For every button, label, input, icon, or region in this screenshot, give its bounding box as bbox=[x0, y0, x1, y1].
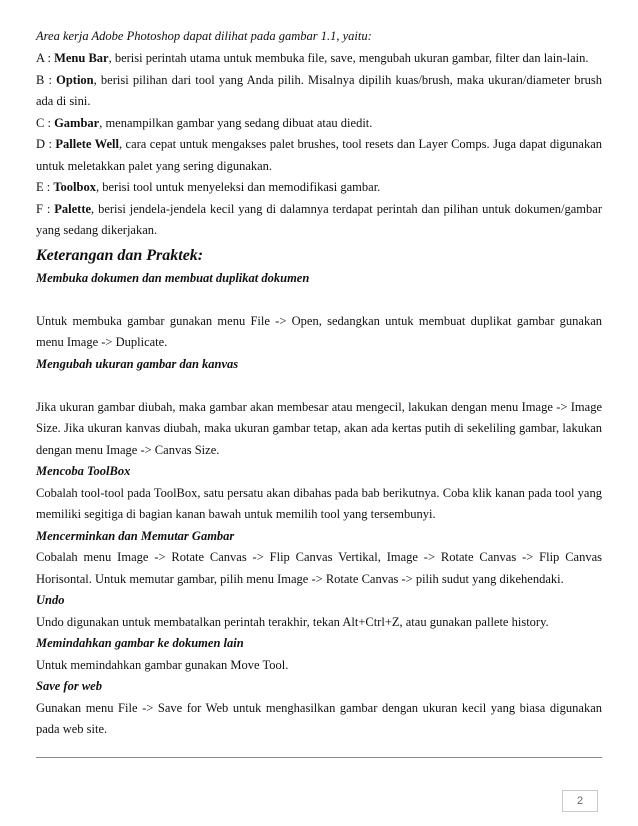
definition-prefix: C : bbox=[36, 115, 55, 130]
intro-text: Area kerja Adobe Photoshop dapat dilihat pada gambar 1.1, yaitu: bbox=[36, 29, 372, 43]
definition-prefix: E : bbox=[36, 180, 54, 194]
section-body-resize: Jika ukuran gambar diubah, maka gambar akan membesar atau mengecil, lakukan dengan menu Image -> Image Size. Jika ukuran kanvas diubah, maka ukuran gambar tetap, akan ada kertas putih di sekeliling gambar, lakukan dengan menu Image -> Canvas Size. bbox=[36, 399, 602, 457]
section-body-save-web: Gunakan menu File -> Save for Web untuk menghasilkan gambar dengan ukuran kecil yang biasa digunakan pada web site. bbox=[36, 700, 602, 736]
definition-text: , berisi jendela-jendela kecil yang di dalamnya terdapat perintah dan pilihan untuk dokumen/gambar yang sedang dikerjakan. bbox=[36, 201, 602, 237]
definition-term: Menu Bar bbox=[54, 51, 109, 65]
definition-d bbox=[36, 134, 602, 177]
definition-c bbox=[36, 113, 602, 135]
definition-prefix: B : bbox=[36, 72, 57, 87]
definition-b bbox=[36, 70, 602, 113]
section-title: Keterangan dan Praktek: bbox=[36, 246, 204, 264]
footer-divider bbox=[36, 757, 602, 758]
blank-line bbox=[36, 375, 602, 397]
definition-text: , berisi pilihan dari tool yang Anda pilih. Misalnya dipilih kuas/brush, maka ukuran/diameter brush ada di sini. bbox=[36, 72, 602, 108]
definition-text: , berisi perintah utama untuk membuka file, save, mengubah ukuran gambar, filter dan lain-lain. bbox=[108, 51, 589, 65]
section-body-open-duplicate: Untuk membuka gambar gunakan menu File -> Open, sedangkan untuk membuat duplikat gambar gunakan menu Image -> Duplicate. bbox=[36, 313, 602, 349]
section-heading-move: Memindahkan gambar ke dokumen lain bbox=[36, 636, 244, 650]
section-heading-flip-rotate: Mencerminkan dan Memutar Gambar bbox=[36, 528, 235, 543]
definition-prefix: A : bbox=[36, 51, 55, 65]
definition-e bbox=[36, 177, 602, 199]
definition-f bbox=[36, 199, 602, 242]
definition-prefix: D : bbox=[36, 137, 56, 151]
section-body-undo: Undo digunakan untuk membatalkan perintah terakhir, tekan Alt+Ctrl+Z, atau gunakan pallete history. bbox=[36, 614, 549, 629]
section-body-move: Untuk memindahkan gambar gunakan Move Tool. bbox=[36, 657, 289, 672]
definition-term: Gambar bbox=[54, 115, 100, 130]
definition-term: Palette bbox=[54, 201, 92, 216]
page-content bbox=[36, 26, 602, 741]
definition-term: Pallete Well bbox=[55, 137, 119, 151]
definition-term: Toolbox bbox=[53, 180, 96, 194]
definition-prefix: F : bbox=[36, 201, 55, 216]
blank-line bbox=[36, 289, 602, 311]
definition-text: , cara cepat untuk mengakses palet brushes, tool resets dan Layer Comps. Juga dapat digunakan untuk meletakkan palet yang sering digunakan. bbox=[36, 137, 602, 173]
page-number: 2 bbox=[562, 790, 598, 812]
definition-text: , menampilkan gambar yang sedang dibuat atau diedit. bbox=[99, 115, 373, 130]
section-heading-open-duplicate: Membuka dokumen dan membuat duplikat dokumen bbox=[36, 270, 310, 285]
definition-term: Option bbox=[56, 72, 94, 87]
section-body-toolbox: Cobalah tool-tool pada ToolBox, satu persatu akan dibahas pada bab berikutnya. Coba klik kanan pada tool yang memiliki segitiga di bagian kanan bawah untuk memilih tool yang tersembunyi. bbox=[36, 485, 602, 521]
section-heading-resize: Mengubah ukuran gambar dan kanvas bbox=[36, 356, 239, 371]
section-heading-undo: Undo bbox=[36, 593, 65, 607]
section-heading-save-web: Save for web bbox=[36, 679, 102, 693]
definition-a bbox=[36, 48, 602, 70]
section-body-flip-rotate: Cobalah menu Image -> Rotate Canvas -> Flip Canvas Vertikal, Image -> Rotate Canvas -> Flip Canvas Horisontal. Untuk memutar gambar, pilih menu Image -> Rotate Canvas -> pilih sudut yang dikehendaki. bbox=[36, 550, 602, 586]
section-heading-toolbox: Mencoba ToolBox bbox=[36, 464, 131, 478]
definition-text: , berisi tool untuk menyeleksi dan memodifikasi gambar. bbox=[95, 180, 381, 194]
